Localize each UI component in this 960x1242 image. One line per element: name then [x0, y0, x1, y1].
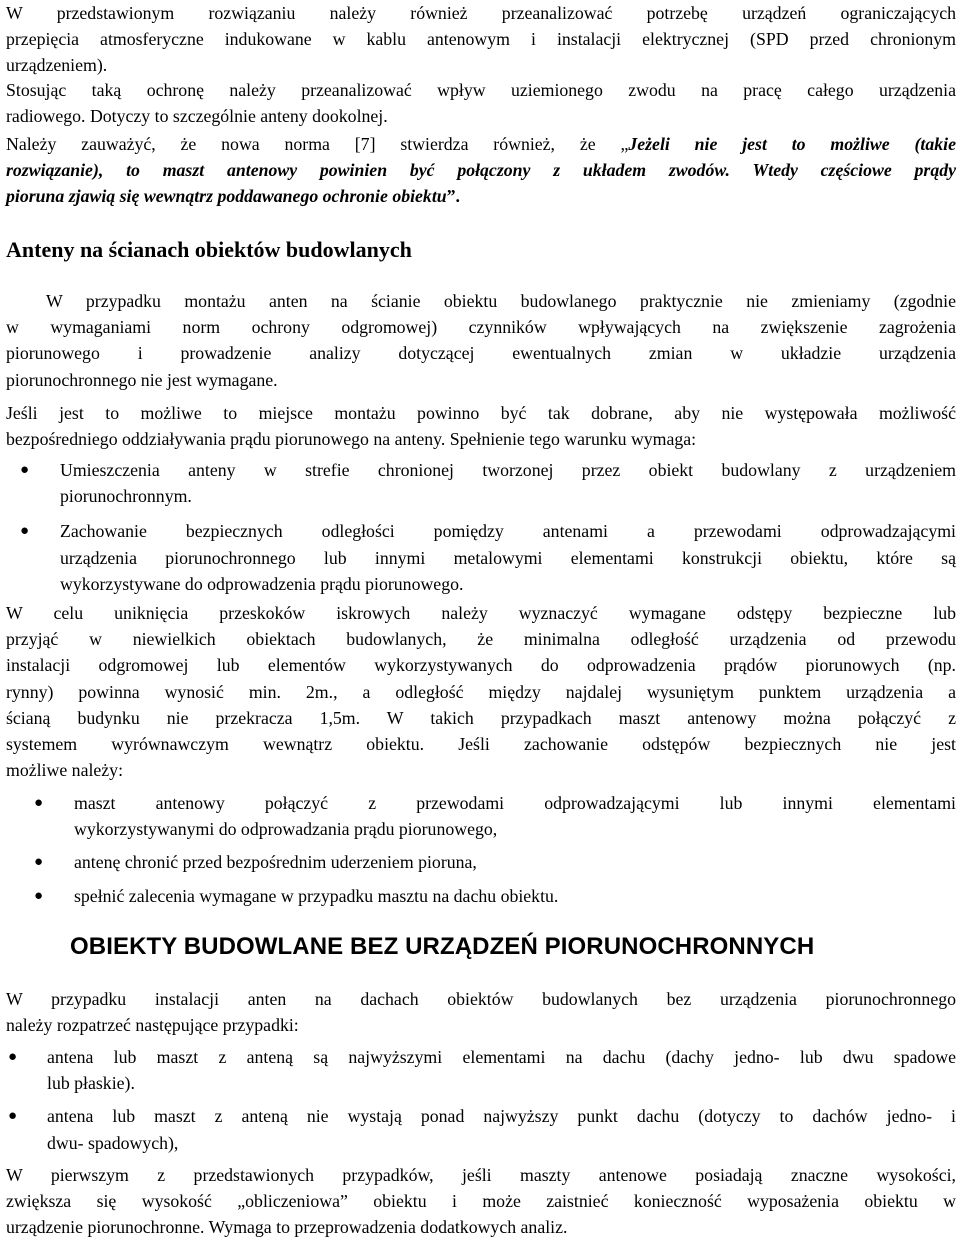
list-item-line: antenę chronić przed bezpośrednim uderzeniem pioruna,	[74, 852, 477, 873]
paragraph-wall-mount	[6, 288, 956, 393]
text-line: urządzenie piorunochronne. Wymaga to przeprowadzenia dodatkowych analiz.	[6, 1217, 568, 1238]
quote-span: pioruna zjawią się wewnątrz poddawanego ochronie obiektu	[6, 186, 447, 207]
quote-span: Jeżeli nie jest to możliwe (takie	[628, 134, 956, 154]
paragraph-roof-install	[6, 986, 956, 1038]
text-line: piorunowego i prowadzenie analizy dotyczącej ewentualnych zmian w układzie urządzenia	[6, 343, 956, 364]
bullet-icon: ●	[34, 854, 44, 871]
requirements-list	[6, 457, 956, 597]
section-heading-no-lpd	[70, 934, 950, 960]
quote-close: ”.	[446, 186, 460, 207]
text-line: możliwe należy:	[6, 760, 124, 781]
section-title: OBIEKTY BUDOWLANE BEZ URZĄDZEŃ PIORUNOCHRONNYCH	[70, 933, 815, 960]
list-item-line: maszt antenowy połączyć z przewodami odprowadzającymi lub innymi elementami	[74, 793, 956, 813]
list-item-line: urządzenia piorunochronnego lub innymi metalowymi elementami konstrukcji obiektu, które są	[60, 547, 956, 568]
bullet-icon: ●	[34, 795, 44, 811]
list-item	[6, 457, 956, 509]
text-line: W przypadku montażu anten na ścianie obiektu budowlanego praktycznie nie zmieniamy (zgodnie	[46, 291, 956, 311]
list-item	[6, 790, 956, 842]
bullet-icon: ●	[34, 887, 44, 904]
paragraph-grounding	[6, 77, 956, 129]
quote-line: rozwiązanie), to maszt antenowy powinien być połączony z układem zwodów. Wtedy częściowe prądy	[6, 160, 956, 181]
bullet-icon: ●	[20, 462, 30, 478]
list-item-line: wykorzystywane do odprowadzenia prądu piorunowego.	[60, 573, 464, 594]
list-item-line: antena lub maszt z anteną są najwyższymi elementami na dachu (dachy jedno- lub dwu spadowe	[47, 1047, 956, 1067]
text-line	[6, 183, 956, 209]
text-line: zwiększa się wysokość „obliczeniowa” obiektu i może zaistnieć konieczność wyposażenia obiektu w	[6, 1191, 956, 1212]
cases-list	[6, 1044, 956, 1156]
paragraph-spark-gaps	[6, 600, 956, 783]
text-line: urządzeniem).	[6, 55, 108, 76]
text-line: należy rozpatrzeć następujące przypadki:	[6, 1015, 299, 1036]
list-item-line: Zachowanie bezpiecznych odległości pomiędzy antenami a przewodami odprowadzającymi	[60, 521, 956, 542]
text-line: W pierwszym z przedstawionych przypadków, jeśli maszty antenowe posiadają znaczne wysokości,	[6, 1165, 956, 1185]
section-heading-walls	[6, 237, 956, 263]
text-line: radiowego. Dotyczy to szczególnie anteny dookolnej.	[6, 106, 388, 127]
text-line: przepięcia atmosferyczne indukowane w kablu antenowym i instalacji elektrycznej (SPD przed chronionym	[6, 29, 956, 50]
text-line: instalacji odgromowej lub elementów wykorzystywanych do odprowadzenia prądów piorunowych (np.	[6, 655, 956, 676]
list-item-line: piorunochronnym.	[60, 486, 192, 507]
bullet-icon: ●	[20, 523, 30, 540]
text-line: rynny) powinna wynosić min. 2m., a odległość między najdalej wysuniętym punktem urządzenia a	[6, 681, 956, 702]
list-item-line: dwu- spadowych),	[47, 1132, 179, 1153]
section-title: Anteny na ścianach obiektów budowlanych	[6, 237, 412, 262]
text-line: systemem wyrównawczym wewnątrz obiektu. Jeśli zachowanie odstępów bezpiecznych nie jest	[6, 734, 956, 755]
paragraph-norm-quote	[6, 131, 956, 210]
text-line: w wymaganiami norm ochrony odgromowej) czynników wpływających na zwiększenie zagrożenia	[6, 317, 956, 338]
list-item	[6, 883, 956, 909]
list-item	[6, 849, 956, 875]
text-line: piorunochronnego nie jest wymagane.	[6, 369, 278, 390]
list-item-line: lub płaskie).	[47, 1073, 135, 1094]
text-line: W przedstawionym rozwiązaniu należy również przeanalizować potrzebę urządzeń ograniczających	[6, 3, 956, 23]
list-item	[6, 1103, 956, 1155]
list-item-line: spełnić zalecenia wymagane w przypadku masztu na dachu obiektu.	[74, 885, 559, 906]
list-item	[6, 1044, 956, 1096]
list-item-line: wykorzystywanymi do odprowadzania prądu piorunowego,	[74, 819, 498, 840]
text-line: bezpośredniego oddziaływania prądu piorunowego na anteny. Spełnienie tego warunku wymaga:	[6, 429, 697, 450]
text-line: przyjąć w niewielkich obiektach budowlanych, że minimalna odległość urządzenia od przewodu	[6, 629, 956, 650]
text-line: Jeśli jest to możliwe to miejsce montażu powinno być tak dobrane, aby nie występowała możliwość	[6, 403, 956, 423]
text-line: W przypadku instalacji anten na dachach obiektów budowlanych bez urządzenia piorunochronnego	[6, 989, 956, 1009]
text-span: Należy zauważyć, że nowa norma [7] stwierdza również, że „	[6, 134, 629, 154]
alternatives-list	[6, 790, 956, 909]
bullet-icon: ●	[8, 1049, 18, 1065]
text-line	[6, 131, 956, 157]
list-item-line: antena lub maszt z anteną nie wystają ponad najwyższy punkt dachu (dotyczy to dachów jedno- i	[47, 1106, 956, 1127]
paragraph-spd	[6, 0, 956, 79]
list-item	[6, 518, 956, 597]
list-item-line: Umieszczenia anteny w strefie chronionej tworzonej przez obiekt budowlany z urządzeniem	[60, 460, 956, 480]
paragraph-mount-location	[6, 400, 956, 452]
text-line: W celu uniknięcia przeskoków iskrowych należy wyznaczyć wymagane odstępy bezpieczne lub	[6, 603, 956, 623]
text-line: Stosując taką ochronę należy przeanalizować wpływ uziemionego zwodu na pracę całego urządzenia	[6, 80, 956, 100]
paragraph-conclusion	[6, 1162, 956, 1241]
bullet-icon: ●	[8, 1108, 18, 1125]
text-line: ścianą budynku nie przekracza 1,5m. W takich przypadkach maszt antenowy można połączyć z	[6, 707, 956, 728]
